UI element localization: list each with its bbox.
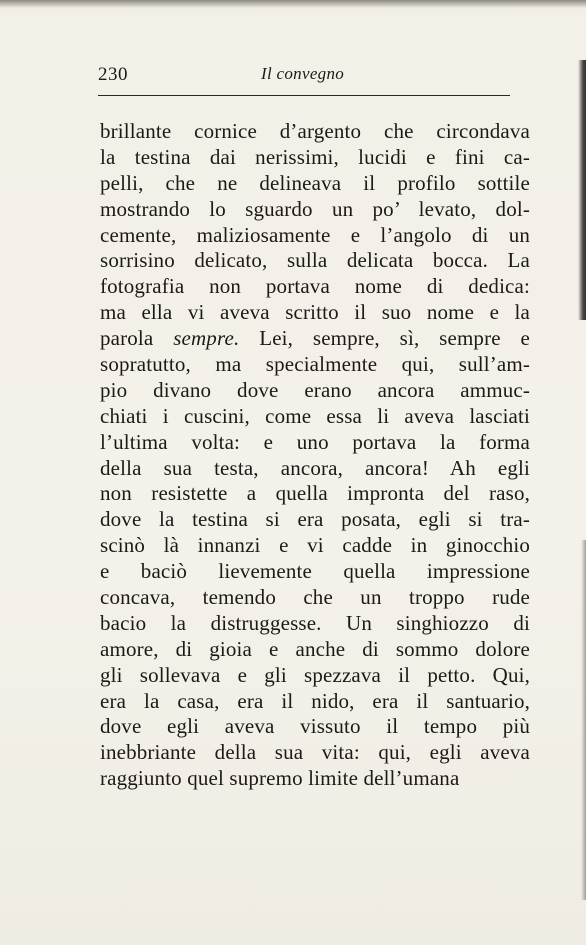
emphasized-word: sempre.	[173, 326, 240, 351]
text-line: concava, temendo che un troppo rude	[100, 585, 530, 610]
text-line: e baciò lievemente quella impressione	[100, 559, 530, 584]
text-line: dove la testina si era posata, egli si tra-	[100, 507, 530, 532]
text-line: la testina dai nerissimi, lucidi e fini ca-	[100, 144, 530, 169]
text-line: brillante cornice d’argento che circondava	[100, 119, 530, 143]
text-line: raggiunto quel supremo limite dell’umana	[100, 766, 460, 791]
text-line: pio divano dove erano ancora ammuc-	[100, 377, 530, 402]
page-top-edge-shadow	[0, 0, 586, 8]
text-line-with-emphasis	[100, 326, 530, 352]
text-fragment: parola	[100, 326, 174, 351]
text-line: l’ultima volta: e uno portava la forma	[100, 429, 530, 454]
text-line: fotografia non portava nome di dedica:	[100, 274, 530, 299]
text-line: sorrisino delicato, sulla delicata bocca. La	[100, 248, 530, 273]
text-line: scinò là innanzi e vi cadde in ginocchio	[100, 533, 530, 558]
text-line: era la casa, era il nido, era il santuario,	[100, 688, 530, 713]
text-line: inebbriante della sua vita: qui, egli aveva	[100, 740, 530, 765]
text-line: pelli, che ne delineava il profilo sottile	[100, 170, 530, 195]
page-header	[98, 62, 510, 94]
body-text	[100, 119, 530, 792]
header-rule	[98, 95, 510, 96]
text-line: non resistette a quella impronta del raso,	[100, 481, 530, 506]
text-line: amore, di gioia e anche di sommo dolore	[100, 636, 530, 661]
text-line: dove egli aveva vissuto il tempo più	[100, 714, 530, 739]
page-binding-shadow	[578, 60, 586, 320]
page-number: 230	[98, 64, 128, 85]
text-line: mostrando lo sguardo un po’ levato, dol-	[100, 196, 530, 221]
text-line: della sua testa, ancora, ancora! Ah egli	[100, 455, 530, 480]
text-line: gli sollevava e gli spezzava il petto. Qui,	[100, 662, 530, 687]
text-line: sopratutto, ma specialmente qui, sull’am-	[100, 352, 530, 377]
text-line: cemente, maliziosamente e l’angolo di un	[100, 222, 530, 247]
page-binding-shadow-lower	[581, 540, 586, 900]
text-line: chiati i cuscini, come essa li aveva lasciati	[100, 403, 530, 428]
running-title: Il convegno	[261, 64, 345, 83]
text-line: bacio la distruggesse. Un singhiozzo di	[100, 610, 530, 635]
text-line: ma ella vi aveva scritto il suo nome e la	[100, 300, 530, 325]
text-fragment: Lei, sempre, sì, sempre e	[239, 326, 530, 351]
